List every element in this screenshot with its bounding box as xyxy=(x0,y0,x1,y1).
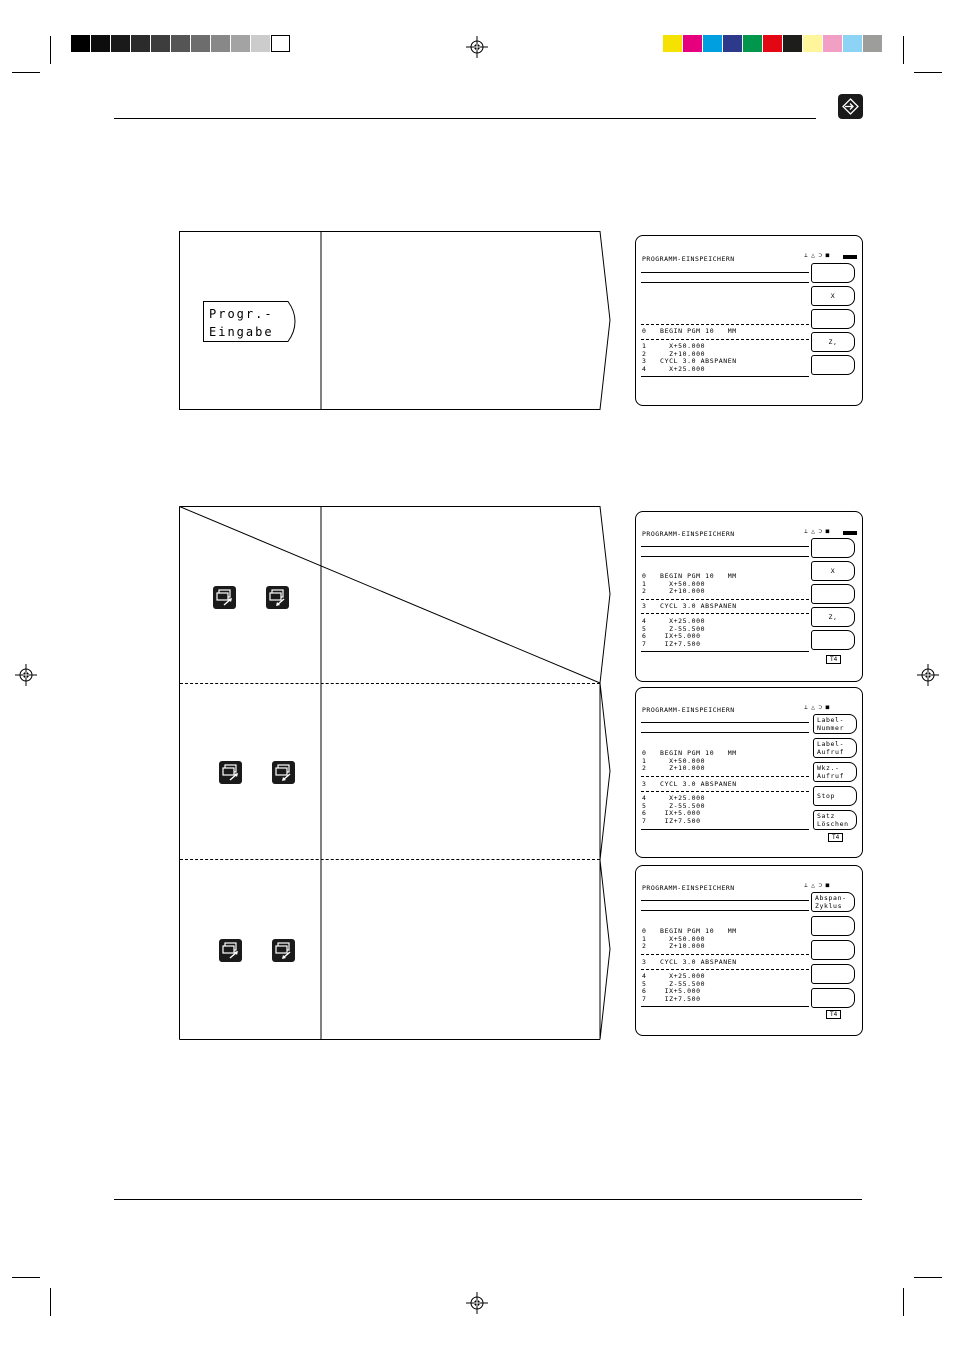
step-divider xyxy=(180,859,600,860)
registration-mark-icon xyxy=(917,664,939,686)
softkey-label-nummer[interactable]: Label- Nummer xyxy=(813,714,857,734)
softkey-row-tag: T4 xyxy=(826,1010,841,1019)
softkey[interactable] xyxy=(811,584,855,604)
program-line: 6 IX+5.000 xyxy=(642,632,701,640)
gray-swatch xyxy=(151,35,170,52)
screen-title: PROGRAMM-EINSPEICHERN xyxy=(642,255,735,263)
program-line: 1 X+50.000 xyxy=(642,934,706,943)
program-line: 4 X+25.000 xyxy=(642,794,706,802)
gray-swatch xyxy=(231,35,250,52)
page-down-key[interactable] xyxy=(272,761,295,784)
gray-swatch xyxy=(191,35,210,52)
softkey-wkz-aufruf[interactable]: Wkz.- Aufruf xyxy=(813,762,857,782)
softkey[interactable] xyxy=(811,630,855,650)
program-line: 1 X+50.000 xyxy=(642,579,706,588)
program-line: 3 CYCL 3.0 ABSPANEN xyxy=(642,602,737,610)
softkey[interactable] xyxy=(811,538,855,558)
color-swatch xyxy=(763,35,782,52)
color-swatch xyxy=(783,35,802,52)
program-line: 0 BEGIN PGM 10 MM xyxy=(642,572,737,580)
program-line: 0 BEGIN PGM 10 MM xyxy=(642,749,737,757)
gray-swatch xyxy=(71,35,90,52)
program-line: 3 CYCL 3.0 ABSPANEN xyxy=(642,780,737,788)
color-swatch xyxy=(823,35,842,52)
softkey[interactable] xyxy=(811,263,855,283)
color-swatch xyxy=(663,35,682,52)
registration-mark-icon xyxy=(15,664,37,686)
program-line: 2 Z+10.000 xyxy=(642,764,706,772)
program-line: 7 IZ+7.500 xyxy=(642,994,701,1003)
program-line: 3 CYCL 3.0 ABSPANEN xyxy=(642,357,737,365)
color-swatch xyxy=(723,35,742,52)
gray-swatch xyxy=(131,35,150,52)
key-label-line1: Progr.- xyxy=(209,307,274,321)
key-label-line2: Eingabe xyxy=(209,325,274,339)
program-line: 6 IX+5.000 xyxy=(642,987,701,995)
color-swatch xyxy=(703,35,722,52)
page-down-key[interactable] xyxy=(266,586,289,609)
color-swatch xyxy=(803,35,822,52)
softkey-z[interactable]: Z, xyxy=(811,607,855,627)
program-line: 4 X+25.000 xyxy=(642,364,706,373)
enter-program-icon xyxy=(838,94,863,119)
pencil-icon xyxy=(843,531,857,535)
softkey-row-tag: T4 xyxy=(828,833,843,842)
status-icons: ⊥ △ ⊃ ■ xyxy=(804,882,830,889)
tnc-screen-2 xyxy=(635,511,863,682)
program-line: 5 Z-55.500 xyxy=(642,979,706,988)
gray-swatch xyxy=(251,35,270,52)
tnc-screen-3 xyxy=(635,687,863,858)
page-up-key[interactable] xyxy=(219,939,242,962)
softkey-abspan-zyklus[interactable]: Abspan- Zyklus xyxy=(811,892,855,912)
program-line: 6 IX+5.000 xyxy=(642,809,701,817)
header-rule xyxy=(114,118,816,119)
page-up-key[interactable] xyxy=(213,586,236,609)
softkey[interactable] xyxy=(811,916,855,936)
screen-title: PROGRAMM-EINSPEICHERN xyxy=(642,884,735,892)
gray-swatch xyxy=(271,35,290,52)
color-swatch xyxy=(683,35,702,52)
program-line: 4 X+25.000 xyxy=(642,972,706,980)
gray-swatch xyxy=(211,35,230,52)
color-swatch xyxy=(843,35,862,52)
softkey[interactable] xyxy=(811,309,855,329)
softkey[interactable] xyxy=(811,964,855,984)
softkey-stop[interactable]: Stop xyxy=(813,786,857,806)
status-icons: ⊥ △ ⊃ ■ xyxy=(804,252,830,259)
page-down-key[interactable] xyxy=(272,939,295,962)
softkey-x[interactable]: X xyxy=(811,561,855,581)
program-line: 5 Z-55.500 xyxy=(642,801,706,810)
gray-swatch xyxy=(91,35,110,52)
registration-mark-icon xyxy=(466,36,488,58)
tnc-screen-4 xyxy=(635,865,863,1036)
step-panel-outline xyxy=(179,506,611,1042)
status-icons: ⊥ △ ⊃ ■ xyxy=(804,704,830,711)
step-divider xyxy=(180,683,600,684)
screen-title: PROGRAMM-EINSPEICHERN xyxy=(642,706,735,714)
softkey-z[interactable]: Z, xyxy=(811,332,855,352)
program-line: 2 Z+10.000 xyxy=(642,587,706,595)
program-line: 4 X+25.000 xyxy=(642,617,706,625)
softkey-satz-loeschen[interactable]: Satz Löschen xyxy=(813,810,857,830)
program-line: 1 X+50.000 xyxy=(642,756,706,765)
gray-swatch xyxy=(111,35,130,52)
color-swatch xyxy=(743,35,762,52)
program-line: 0 BEGIN PGM 10 MM xyxy=(642,327,737,335)
footer-rule xyxy=(114,1199,862,1200)
page-up-key[interactable] xyxy=(219,761,242,784)
program-line: 0 BEGIN PGM 10 MM xyxy=(642,927,737,935)
registration-mark-icon xyxy=(466,1292,488,1314)
softkey-row-tag: T4 xyxy=(826,655,841,664)
program-line: 2 Z+10.000 xyxy=(642,942,706,950)
tnc-screen-1 xyxy=(635,235,863,406)
softkey[interactable] xyxy=(811,355,855,375)
softkey[interactable] xyxy=(811,988,855,1008)
progr-eingabe-key[interactable] xyxy=(203,301,296,342)
program-line: 1 X+50.000 xyxy=(642,342,706,350)
screen-title: PROGRAMM-EINSPEICHERN xyxy=(642,530,735,538)
program-line: 5 Z-55.500 xyxy=(642,624,706,633)
softkey[interactable] xyxy=(811,940,855,960)
gray-swatch xyxy=(171,35,190,52)
program-line: 3 CYCL 3.0 ABSPANEN xyxy=(642,958,737,966)
pencil-icon xyxy=(843,255,857,259)
softkey-label-aufruf[interactable]: Label- Aufruf xyxy=(813,738,857,758)
program-line: 2 Z+10.000 xyxy=(642,349,706,358)
softkey-x[interactable]: X xyxy=(811,286,855,306)
program-line: 7 IZ+7.500 xyxy=(642,639,701,648)
color-swatch xyxy=(863,35,882,52)
program-line: 7 IZ+7.500 xyxy=(642,816,701,825)
status-icons: ⊥ △ ⊃ ■ xyxy=(804,528,830,535)
